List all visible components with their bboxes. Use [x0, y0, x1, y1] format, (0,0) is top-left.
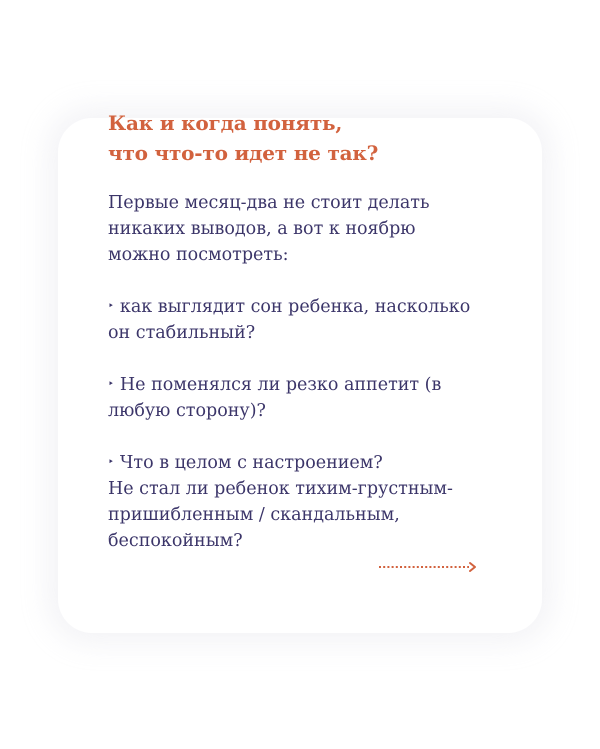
bullet-sleep-line-2: он стабильный? — [108, 323, 256, 343]
bullet-item-sleep — [108, 294, 508, 346]
bullet-mood-line-3: пришибленным / скандальным, — [108, 505, 400, 525]
bullet-triangle-icon: ‣ — [108, 301, 114, 312]
intro-line-1: Первые месяц-два не стоит делать — [108, 193, 430, 213]
slide-body — [108, 190, 508, 580]
bullet-appetite-line-2: любую сторону)? — [108, 401, 266, 421]
intro-paragraph — [108, 190, 508, 268]
heading-line-2: что что-то идет не так? — [108, 141, 379, 165]
bullet-mood-line-4: беспокойным? — [108, 531, 243, 551]
bullet-triangle-icon: ‣ — [108, 457, 114, 468]
heading-line-1: Как и когда понять, — [108, 111, 343, 135]
bullet-item-appetite — [108, 372, 508, 424]
arrow-head — [470, 563, 475, 571]
bullet-sleep-line-1: как выглядит сон ребенка, насколько — [119, 297, 471, 317]
bullet-appetite-line-1: Не поменялся ли резко аппетит (в — [119, 375, 442, 395]
bullet-mood-line-1: Что в целом с настроением? — [119, 453, 383, 473]
bullet-mood-line-2: Не стал ли ребенок тихим-грустным- — [108, 479, 453, 499]
bullet-triangle-icon: ‣ — [108, 379, 114, 390]
intro-line-3: можно посмотреть: — [108, 245, 289, 265]
dotted-arrow-right-icon[interactable] — [378, 560, 478, 574]
slide-heading — [108, 108, 378, 168]
intro-line-2: никаких выводов, а вот к ноябрю — [108, 219, 416, 239]
bullet-item-mood — [108, 450, 508, 554]
